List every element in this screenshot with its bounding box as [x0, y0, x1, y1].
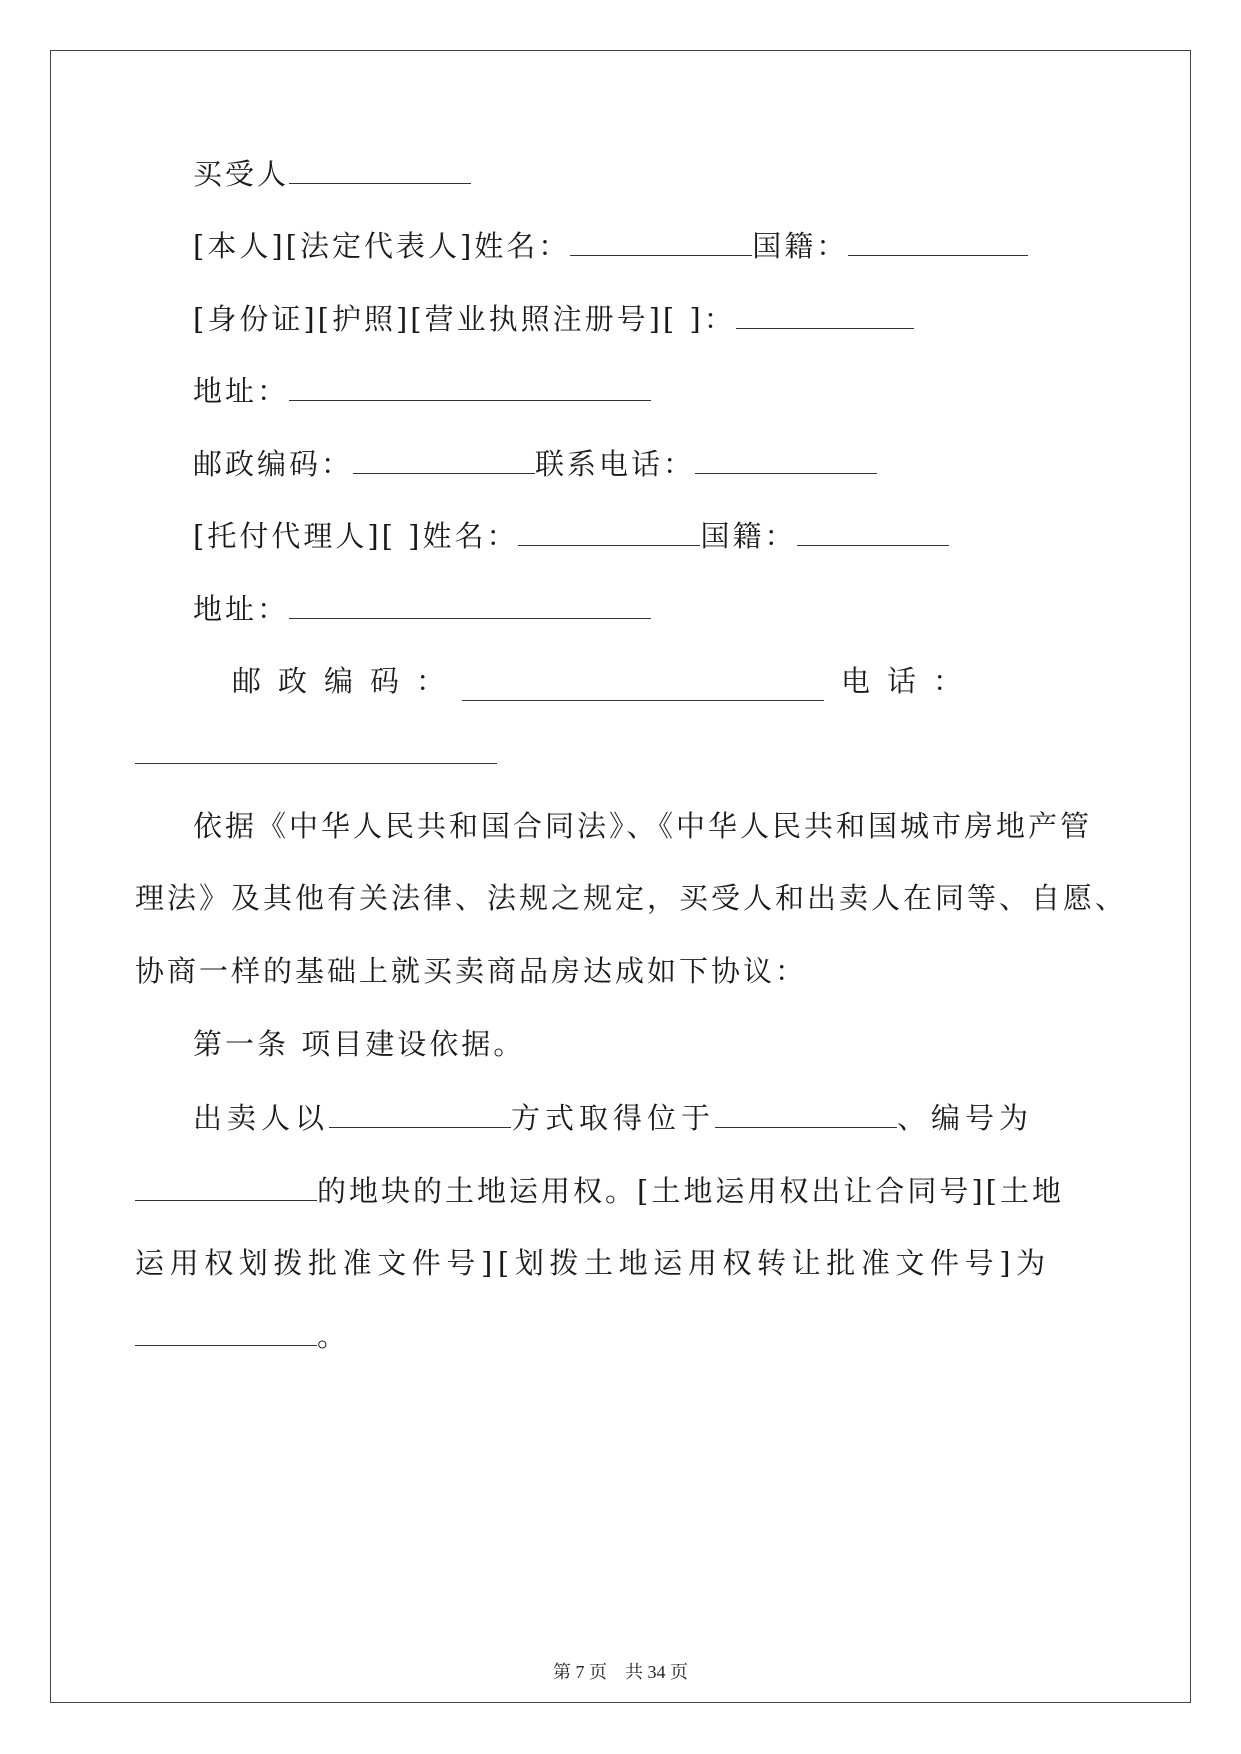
postal-char: 政	[278, 664, 308, 698]
representative-label: [本人][法定代表人]姓名：	[193, 229, 571, 263]
postal-line-1	[193, 443, 877, 484]
postal-blank-1[interactable]	[353, 443, 535, 474]
id-line	[193, 298, 914, 339]
postal-char: 编	[324, 664, 354, 698]
postal-label-1: 邮政编码：	[193, 447, 354, 481]
para-line-2	[135, 1170, 1064, 1211]
address-blank-1[interactable]	[289, 370, 651, 401]
intro-line-2: 理法》及其他有关法律、法规之规定，买受人和出卖人在同等、自愿、	[135, 881, 1128, 915]
id-blank[interactable]	[736, 298, 914, 329]
address-blank-2[interactable]	[289, 588, 651, 619]
representative-nationality-label: 国籍：	[752, 229, 849, 263]
representative-line	[193, 225, 1028, 266]
phone-blank-1[interactable]	[695, 443, 877, 474]
agent-nationality-label: 国籍：	[700, 519, 797, 553]
para-text-b: 方式取得位于	[511, 1101, 716, 1135]
buyer-blank[interactable]	[289, 153, 471, 184]
buyer-label: 买受人	[193, 157, 290, 191]
para-text-a: 出卖人以	[193, 1101, 330, 1135]
postal-char: 码	[370, 664, 400, 698]
para-line-1	[193, 1097, 1033, 1138]
agent-label: [托付代理人][ ]姓名：	[193, 519, 519, 553]
phone-blank-2[interactable]	[135, 733, 497, 764]
phone-blank-line-2	[135, 733, 497, 774]
postal-char: 邮	[232, 664, 262, 698]
buyer-line	[193, 153, 471, 194]
id-label: [身份证][护照][营业执照注册号][ ]：	[193, 302, 736, 336]
address-label-1: 地址：	[193, 374, 290, 408]
phone-char: 电	[840, 664, 870, 698]
para-text-4: 。	[317, 1319, 350, 1353]
article-1-title: 第一条 项目建设依据。	[193, 1027, 526, 1061]
address-line-1	[193, 370, 651, 411]
address-label-2: 地址：	[193, 592, 290, 626]
para-text-c: 、编号为	[897, 1101, 1034, 1135]
representative-name-blank[interactable]	[570, 225, 752, 256]
phone-char: ：	[932, 664, 962, 698]
postal-line-2	[232, 661, 962, 701]
contract-number-blank[interactable]	[135, 1315, 317, 1346]
para-text-2: 的地块的土地运用权。[土地运用权出让合同号][土地	[317, 1174, 1064, 1208]
location-blank[interactable]	[715, 1097, 897, 1128]
postal-char: ：	[416, 664, 446, 698]
intro-line-1: 依据《中华人民共和国合同法》、《中华人民共和国城市房地产管	[193, 809, 1093, 843]
address-line-2	[193, 588, 651, 629]
agent-line	[193, 515, 949, 556]
agent-name-blank[interactable]	[518, 515, 700, 546]
phone-label-1: 联系电话：	[535, 447, 696, 481]
postal-blank-2[interactable]	[462, 670, 824, 701]
intro-line-3: 协商一样的基础上就买卖商品房达成如下协议：	[135, 954, 808, 988]
plot-number-blank[interactable]	[135, 1170, 317, 1201]
para-line-3: 运用权划拨批准文件号][划拨土地运用权转让批准文件号]为	[135, 1246, 1051, 1280]
page-number: 第 7 页 共 34 页	[553, 1662, 688, 1682]
acquire-method-blank[interactable]	[329, 1097, 511, 1128]
representative-nationality-blank[interactable]	[848, 225, 1028, 256]
agent-nationality-blank[interactable]	[797, 515, 949, 546]
phone-char: 话	[886, 664, 916, 698]
para-line-4	[135, 1315, 349, 1356]
